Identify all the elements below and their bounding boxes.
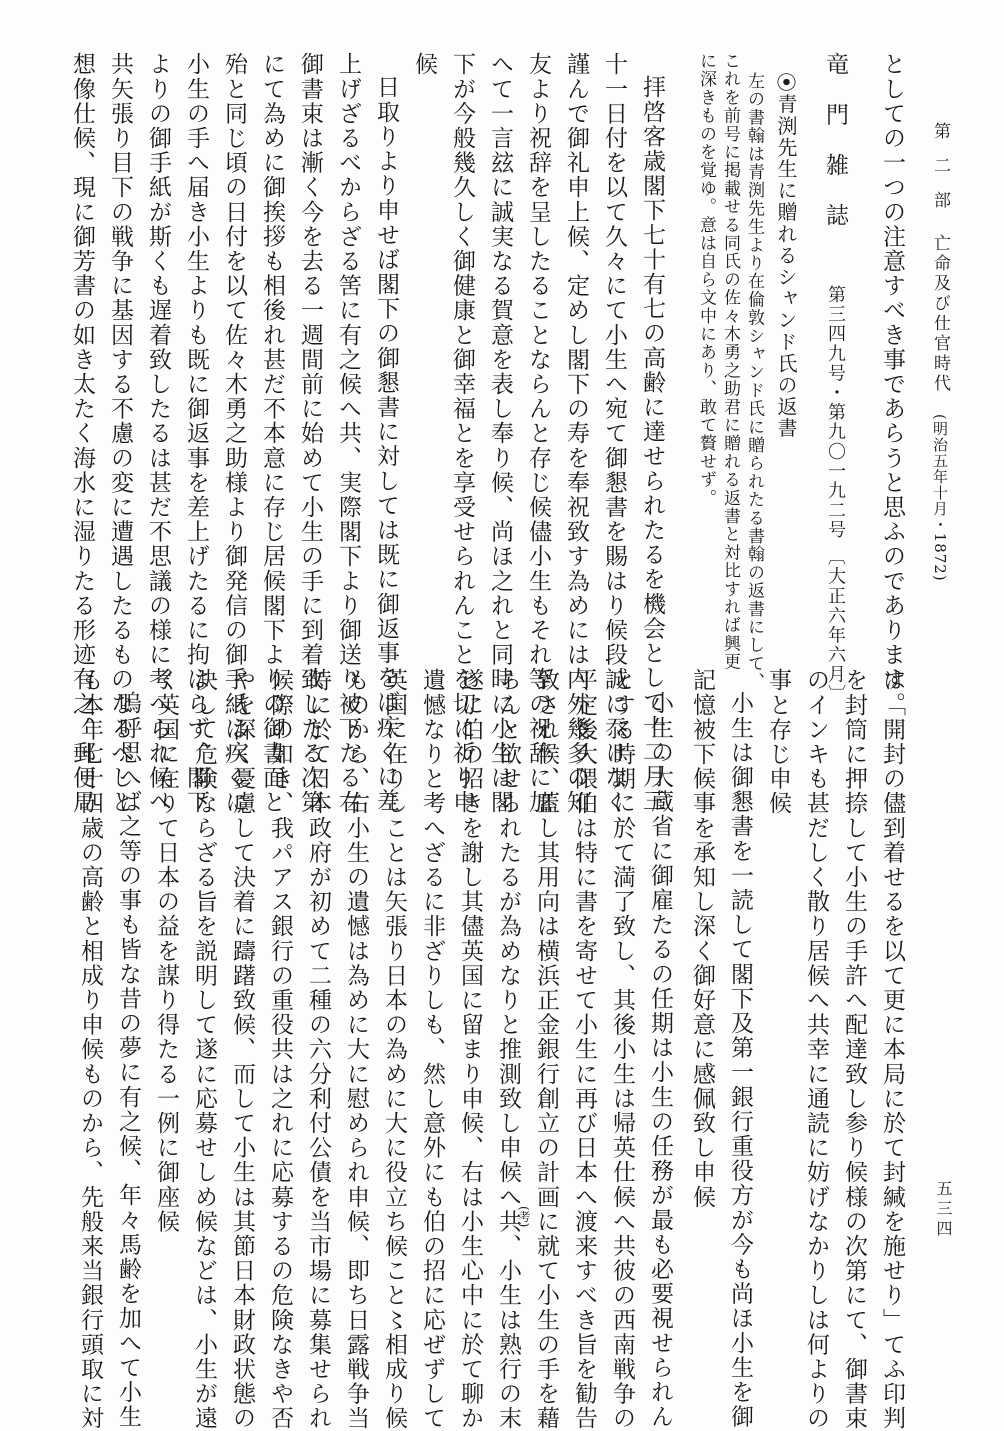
text-line: を封筒に押捺して小生の手許へ配達致し参り候様の次第にて、御書束 xyxy=(841,668,867,1431)
section-title: ⦿青渕先生に贈れるシャンド氏の返書 xyxy=(774,72,798,440)
text-line: 殆と同じ頃の日付を以て佐々木勇之助様より御発信の御手紙は疾くに xyxy=(221,52,247,815)
editor-note-line: に深きものを覚ゆ。意は自ら文中にあり、敢て贅せず。 xyxy=(696,52,716,507)
ruby-annotation: (考) xyxy=(517,1206,531,1228)
text-line: 遺憾なりと考へざるに非ざりしも、然し意外にも伯の招に応ぜずして xyxy=(419,668,445,1431)
text-line: 共矢張り目下の戦争に基因する不慮の変に遭遇したるものなるべしと xyxy=(107,52,133,815)
text-line: 謹んで御礼申上候、定めし閣下の寿を奉祝致す為めには内外幾多の知 xyxy=(563,52,589,815)
text-line: 上げざるべからざる筈に有之候へ共、実際閣下より御送り被下たる右 xyxy=(335,52,361,815)
text-line: とする時期に於て満了致し、其後小生は帰英仕候へ共彼の西南戦争の xyxy=(609,668,635,1431)
text-line: 十一日付を以て久々にて小生へ宛て御懇書を賜はり候段誠に忝けなく xyxy=(601,52,627,815)
editor-note-line: これを前号に掲載せる同氏の佐々木勇之助君に贈れる返書と対比すれば興更 xyxy=(720,52,740,671)
text-line: 拝啓客歳閣下七十有七の高齢に達せられたるを機会として十二月三 xyxy=(639,75,665,813)
text-line: 候際の如き、我パアス銀行の重役共は之れに応募するの危険なきや否 xyxy=(267,668,293,1431)
running-header xyxy=(931,122,948,642)
text-line: 小生は御懇書を一読して閣下及第一銀行重役方が今も尚ほ小生を御 xyxy=(727,691,753,1429)
text-line: 御書束は漸く今を去る一週間前に始めて小生の手に到着致したる次第 xyxy=(297,52,323,815)
text-line: のインキも甚だしく散り居候へ共幸に通読に妨げなかりしは何よりの xyxy=(803,668,829,1431)
text-line: 決して危険ならざる旨を説明して遂に応募せしめ候などは、小生が遠 xyxy=(191,668,217,1431)
source-issue: 第三四九号・第九〇一九二号 〔大正六年六月〕 xyxy=(825,285,846,705)
text-line: 平定後大隈伯は特に書を寄せて小生に再び日本へ渡来すべき旨を勧告 xyxy=(571,668,597,1431)
text-line: 下が今般幾久しく御健康と御幸福とを享受せられんことを切に祈り申 xyxy=(449,52,475,815)
text-line: 事と存じ申候 xyxy=(765,668,791,816)
intro-line: としての一つの注意すべき事であらうと思ふのであります。 xyxy=(879,52,905,717)
text-line: よりの御手紙が斯くも遅着致したるは甚だ不思議の様に考へられ候へ xyxy=(145,52,171,815)
text-line: 遂に伯の招きを謝し其儘英国に留まり申候、右は小生心中に於て聊か xyxy=(457,668,483,1431)
text-line: 友より祝辞を呈したることならんと存じ候儘小生もそれ等の祝辞に加 xyxy=(525,52,551,815)
editor-note-line: 左の書翰は青渕先生より在倫敦シャンド氏に贈られたる書翰の返書にして、 xyxy=(744,72,764,691)
source-line xyxy=(822,52,848,705)
page-number: 五三四 xyxy=(934,1180,953,1240)
text-line: は「開封の儘到着せるを以て更に本局に於て封緘を施せり」てふ印判 xyxy=(879,668,905,1431)
text-line: 日取りより申せば閣下の御懇書に対しては既に御返事をば疾くに差 xyxy=(373,75,399,813)
text-line: も本年七十四歳の高齢と相成り申候ものから、先般来当銀行頭取に対 xyxy=(77,668,103,1431)
text-line: ものから、右小生の遺憾は為めに大に慰められ申候、即ち日露戦争当 xyxy=(343,668,369,1431)
text-line: やを深く憂慮して決着に躊躇致候、而して小生は其節日本財政状態の xyxy=(229,668,255,1431)
source-title: 竜 門 雑 誌 xyxy=(822,52,848,236)
text-line: らんと欲せられたるが為めなりと推測致し申候へ共、小生は熟行の末 xyxy=(495,668,521,1431)
part-label: 第 二 部 xyxy=(930,122,950,214)
text-line: 致され候、蓋し其用向は横浜正金銀行創立の計画に就て小生の手を藉 xyxy=(533,668,559,1431)
text-line: 記憶被下候事を承知し深く御好意に感佩致し申候 xyxy=(689,668,715,1210)
text-line: 英国に在りしことは矢張り日本の為めに大に役立ち候こと〻相成り候 xyxy=(381,668,407,1431)
text-line: 想像仕候、現に御芳書の如き太たく海水に湿りたる形迹有之、郵便局 xyxy=(69,52,95,815)
text-line: 小生の大蔵省に御雇たるの任期は小生の任務が最も必要視せられん xyxy=(647,691,673,1429)
text-line: 嗚呼思へば之等の事も皆な昔の夢に有之候、年々馬齢を加へて小生 xyxy=(115,691,141,1429)
text-line: く英国に在りて日本の益を謀り得たる一例に御座候 xyxy=(153,668,179,1234)
era-label: (明治五年十月・1872) xyxy=(931,413,949,582)
text-line: 小生の手へ届き小生よりも既に御返事を差上げたるに拘はらず、閣下 xyxy=(183,52,209,815)
text-line: 候 xyxy=(411,52,437,77)
text-line: へて一言玆に誠実なる賀意を表し奉り候、尚ほ之れと同時に小生は閣 xyxy=(487,52,513,815)
text-line: 時に於て日本政府が初めて二種の六分利付公債を当市場に募集せられ xyxy=(305,668,331,1431)
section-label: 亡命及び仕官時代 xyxy=(930,233,950,394)
text-line: にて為めに御挨拶も相後れ甚だ不本意に存じ居候閣下よりの御書面と xyxy=(259,52,285,815)
